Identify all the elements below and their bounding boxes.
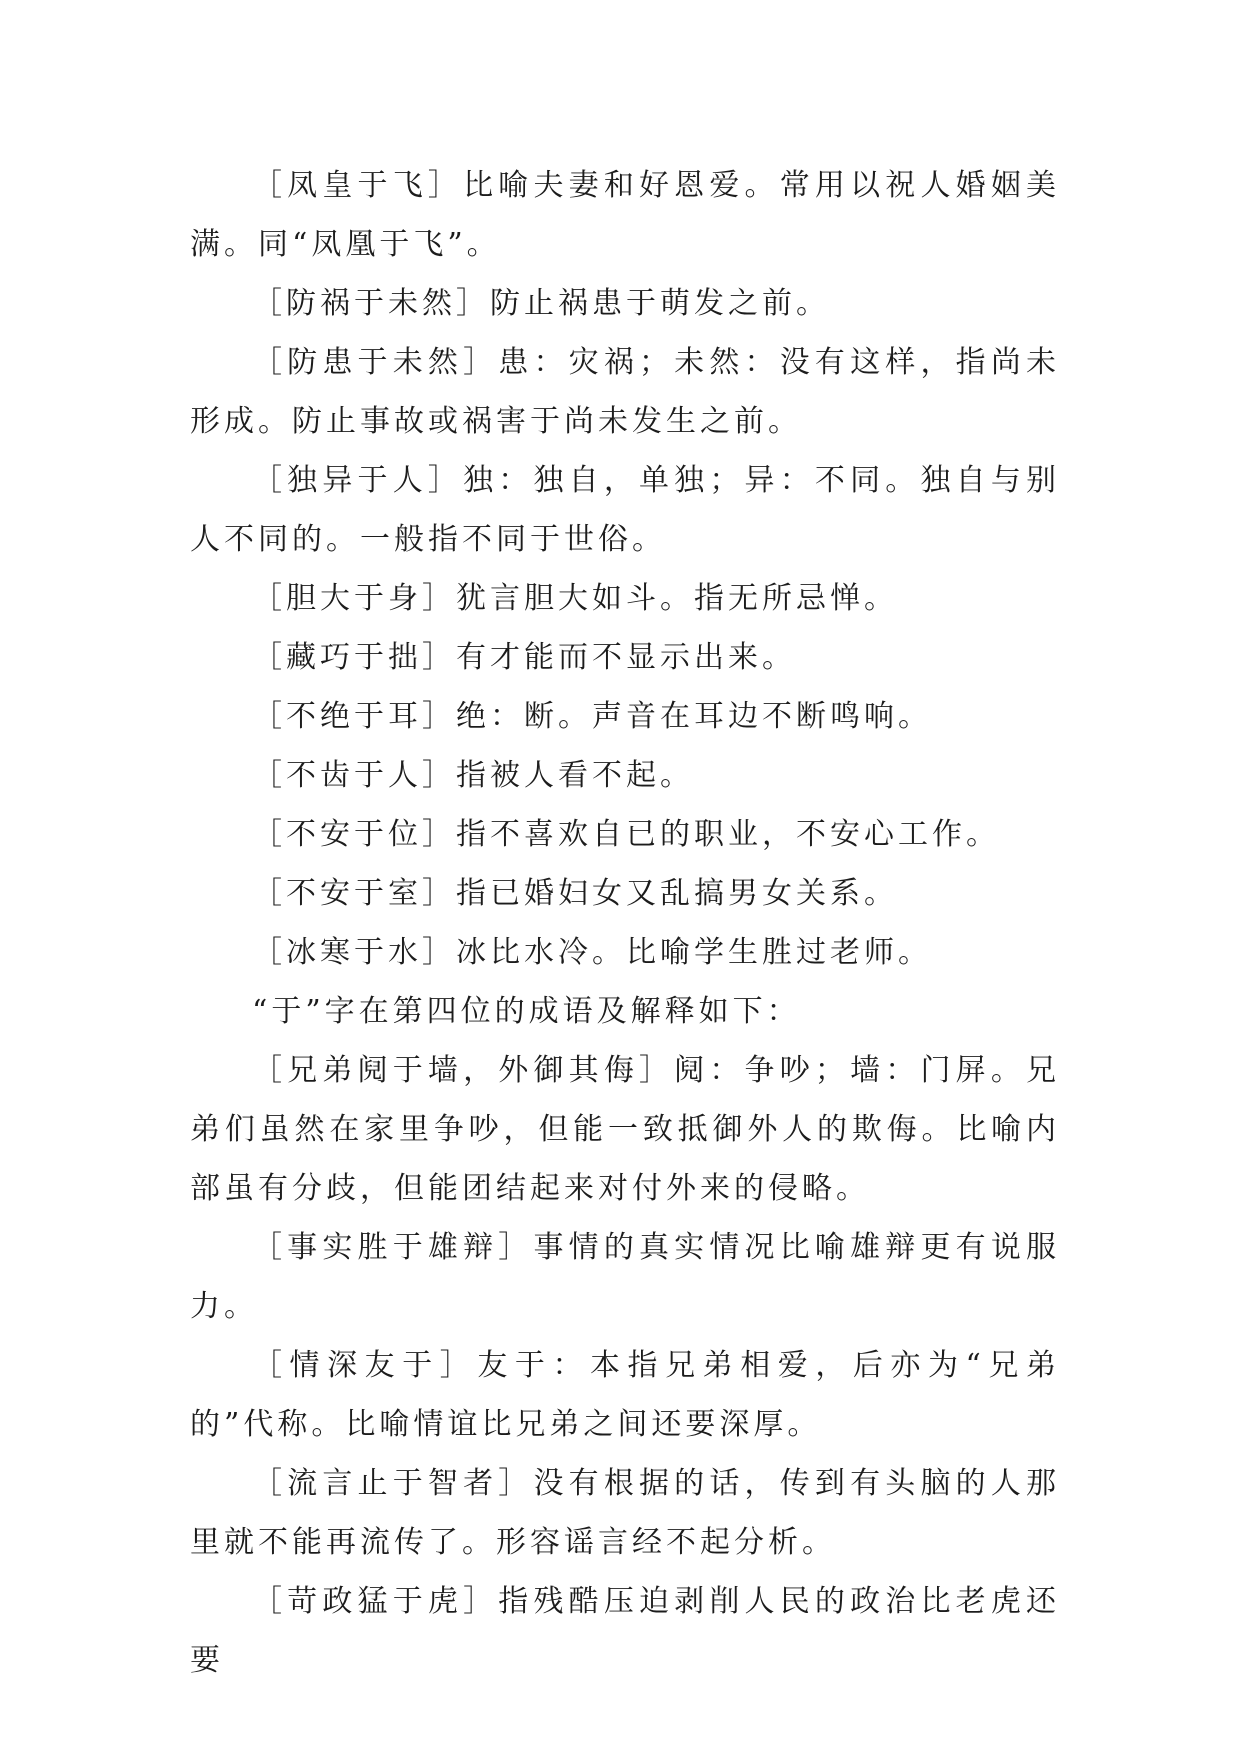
idiom-entry-liuyan-zhiyu-zhizhe: ［流言止于智者］没有根据的话，传到有头脑的人那里就不能再流传了。形容谣言经不起分析。: [190, 1466, 1060, 1560]
idiom-entry-buan-yushi: ［不安于室］指已婚妇女又乱搞男女关系。: [252, 876, 898, 911]
idiom-entry-fenghuang-yufei: ［凤皇于飞］比喻夫妻和好恩爱。常用以祝人婚姻美满。同“凤凰于飞”。: [190, 168, 1060, 262]
idiom-entry-danda-yushen: ［胆大于身］犹言胆大如斗。指无所忌惮。: [252, 581, 898, 616]
idiom-entry-shishi-shengyu-xiongbian: ［事实胜于雄辩］事情的真实情况比喻雄辩更有说服力。: [190, 1230, 1060, 1324]
idiom-entry-duyi-yuren: ［独异于人］独：独自，单独；异：不同。独自与别人不同的。一般指不同于世俗。: [190, 463, 1060, 557]
idiom-entry-kezheng-mengyuhu: ［苛政猛于虎］指残酷压迫剥削人民的政治比老虎还要: [190, 1584, 1060, 1678]
idiom-entry-bujue-yuer: ［不绝于耳］绝：断。声音在耳边不断鸣响。: [252, 699, 932, 734]
idiom-entry-buchi-yuren: ［不齿于人］指被人看不起。: [252, 758, 694, 793]
idiom-entry-binghan-yushui: ［冰寒于水］冰比水冷。比喻学生胜过老师。: [252, 935, 932, 970]
idiom-entry-fanghuo-yu-weiran: ［防祸于未然］防止祸患于萌发之前。: [252, 286, 830, 321]
idiom-entry-cangqiao-yuzhuo: ［藏巧于拙］有才能而不显示出来。: [252, 640, 796, 675]
section-heading-fourth-position: “于”字在第四位的成语及解释如下：: [252, 994, 801, 1029]
document-body: [190, 156, 1060, 1690]
idiom-entry-xiongdi-xiyuqiang: ［兄弟阋于墙，外御其侮］阋：争吵；墙：门屏。兄弟们虽然在家里争吵，但能一致抵御外人的欺侮。比喻内部虽有分歧，但能团结起来对付外来的侵略。: [190, 1053, 1060, 1206]
idiom-entry-qingshen-youyu: ［情深友于］友于：本指兄弟相爱，后亦为“兄弟的”代称。比喻情谊比兄弟之间还要深厚。: [190, 1348, 1060, 1442]
idiom-entry-buan-yuwei: ［不安于位］指不喜欢自已的职业，不安心工作。: [252, 817, 1000, 852]
idiom-entry-fanghuan-yu-weiran: ［防患于未然］患：灾祸；未然：没有这样，指尚未形成。防止事故或祸害于尚未发生之前。: [190, 345, 1060, 439]
